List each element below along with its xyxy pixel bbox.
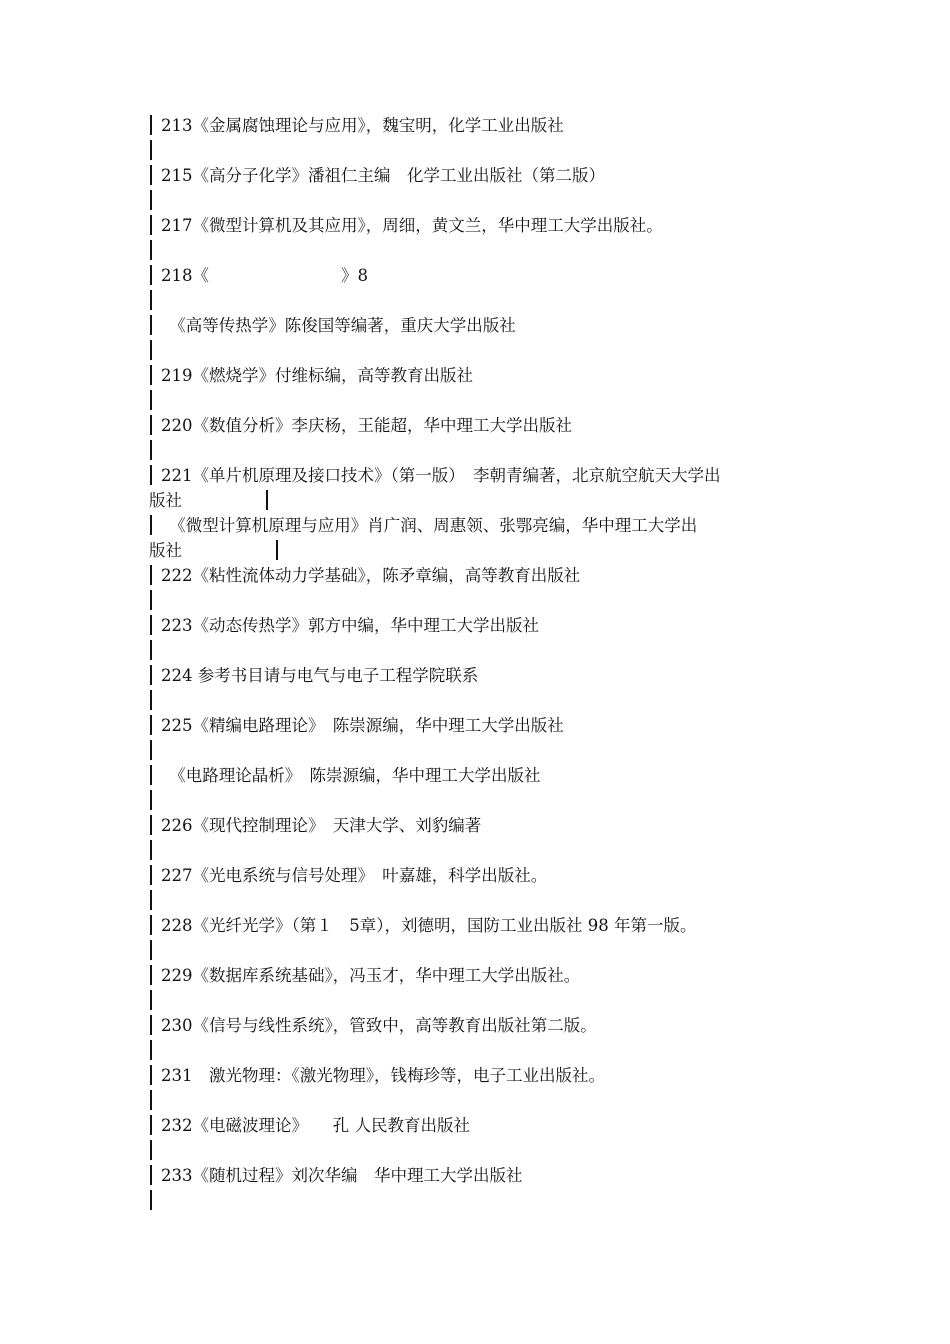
table-border (150, 315, 152, 335)
list-item: 221《单片机原理及接口技术》（第一版） 李朝青编著，北京航空航天大学出 (149, 463, 829, 488)
table-border (150, 890, 152, 910)
list-item: 228《光纤光学》（第１ 5章），刘德明，国防工业出版社 98 年第一版。 (149, 913, 829, 938)
spacer-row (149, 888, 829, 913)
list-item: 225《精编电路理论》 陈崇源编，华中理工大学出版社 (149, 713, 829, 738)
list-item: 227《光电系统与信号处理》 叶嘉雄，科学出版社。 (149, 863, 829, 888)
table-border (150, 940, 152, 960)
spacer-row (149, 788, 829, 813)
spacer-row (149, 1188, 829, 1213)
list-item: 229《数据库系统基础》，冯玉才，华中理工大学出版社。 (149, 963, 829, 988)
table-border (150, 665, 152, 685)
list-item: 230《信号与线性系统》，管致中，高等教育出版社第二版。 (149, 1013, 829, 1038)
list-item: 《高等传热学》陈俊国等编著，重庆大学出版社 (149, 313, 829, 338)
table-border (150, 1165, 152, 1185)
table-border (150, 165, 152, 185)
spacer-row (149, 138, 829, 163)
table-border (150, 915, 152, 935)
list-item: 215《高分子化学》潘祖仁主编 化学工业出版社（第二版） (149, 163, 829, 188)
spacer-row (149, 288, 829, 313)
list-item: 233《随机过程》刘次华编 华中理工大学出版社 (149, 1163, 829, 1188)
table-border (150, 440, 152, 460)
table-border (276, 540, 278, 560)
spacer-row (149, 1038, 829, 1063)
spacer-row (149, 188, 829, 213)
list-item: 《微型计算机原理与应用》肖广润、周惠领、张鄂亮编，华中理工大学出 (149, 513, 829, 538)
list-item: 231 激光物理：《激光物理》，钱梅珍等，电子工业出版社。 (149, 1063, 829, 1088)
table-border (150, 840, 152, 860)
spacer-row (149, 688, 829, 713)
table-border (150, 565, 152, 585)
table-border (150, 1140, 152, 1160)
table-border (150, 590, 152, 610)
table-border (150, 340, 152, 360)
spacer-row (149, 238, 829, 263)
spacer-row (149, 738, 829, 763)
table-border (150, 190, 152, 210)
list-item: 222《粘性流体动力学基础》，陈矛章编，高等教育出版社 (149, 563, 829, 588)
spacer-row (149, 1138, 829, 1163)
list-item-continuation: 版社 (149, 488, 829, 513)
spacer-row (149, 338, 829, 363)
table-border (150, 965, 152, 985)
list-item: 224 参考书目请与电气与电子工程学院联系 (149, 663, 829, 688)
table-border (150, 265, 152, 285)
table-border (150, 765, 152, 785)
table-border (150, 865, 152, 885)
table-border (150, 415, 152, 435)
table-border (150, 715, 152, 735)
list-item: 223《动态传热学》郭方中编，华中理工大学出版社 (149, 613, 829, 638)
table-border (150, 390, 152, 410)
table-border (150, 465, 152, 485)
spacer-row (149, 988, 829, 1013)
table-border (150, 115, 152, 135)
list-item: 《电路理论晶析》 陈崇源编，华中理工大学出版社 (149, 763, 829, 788)
table-border (150, 1115, 152, 1135)
spacer-row (149, 938, 829, 963)
list-item: 213《金属腐蚀理论与应用》，魏宝明，化学工业出版社 (149, 113, 829, 138)
list-item: 226《现代控制理论》 天津大学、刘豹编著 (149, 813, 829, 838)
table-border (150, 690, 152, 710)
table-border (150, 290, 152, 310)
spacer-row (149, 588, 829, 613)
spacer-row (149, 438, 829, 463)
table-border (150, 140, 152, 160)
table-border (150, 1190, 152, 1210)
table-border (150, 1065, 152, 1085)
table-border (150, 1090, 152, 1110)
spacer-row (149, 1088, 829, 1113)
list-item: 219《燃烧学》付维标编，高等教育出版社 (149, 363, 829, 388)
table-border (150, 240, 152, 260)
table-border (150, 1040, 152, 1060)
list-item: 232《电磁波理论》 孔 人民教育出版社 (149, 1113, 829, 1138)
table-border (150, 990, 152, 1010)
list-item-continuation: 版社 (149, 538, 829, 563)
table-border (150, 365, 152, 385)
table-border (150, 1015, 152, 1035)
list-item: 220《数值分析》李庆杨，王能超，华中理工大学出版社 (149, 413, 829, 438)
document-body (149, 113, 829, 1213)
spacer-row (149, 838, 829, 863)
table-border (150, 815, 152, 835)
table-border (150, 615, 152, 635)
table-border (150, 515, 152, 535)
list-item: 218《 》8 (149, 263, 829, 288)
list-item: 217《微型计算机及其应用》，周细，黄文兰，华中理工大学出版社。 (149, 213, 829, 238)
spacer-row (149, 388, 829, 413)
table-border (150, 740, 152, 760)
table-border (150, 640, 152, 660)
spacer-row (149, 638, 829, 663)
table-border (150, 215, 152, 235)
table-border (266, 490, 268, 510)
table-border (150, 790, 152, 810)
